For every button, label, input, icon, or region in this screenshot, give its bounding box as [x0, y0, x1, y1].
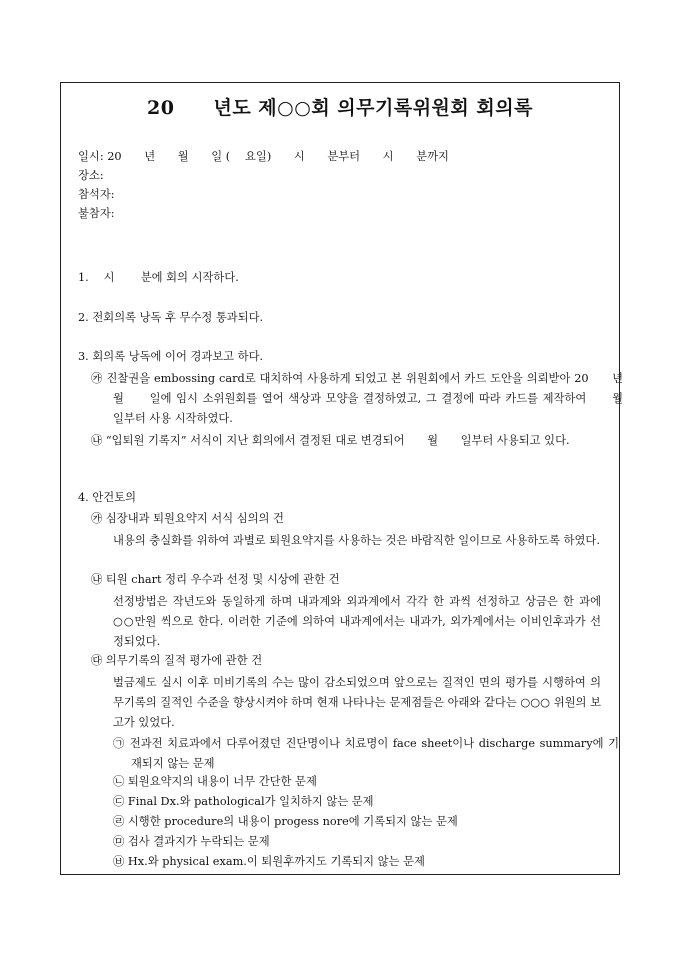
section-4-item-na-body: 선정방법은 작년도와 동일하게 하며 내과계와 외과계에서 각각 한 과씩 선정하고 상금은 한 과에 ○○만원 씩으로 한다. 이러한 기준에 의하여 내과계에서는 내과가, 외가계에서는 이비인후과가 선정되었다.	[113, 595, 601, 648]
document-title: 20 년도 제○○회 의무기록위원회 회의록	[147, 97, 533, 119]
section-4-item-da-body: 벌금제도 실시 이후 미비기록의 수는 많이 감소되었으며 앞으로는 질적인 면의 평가를 시행하여 의무기록의 질적인 수준을 향상시켜야 하며 현재 나타나는 문제점들은 아래와 같다는 ○○○ 위원의 보고가 있었다.	[113, 676, 601, 729]
section-4-item-ga-body: 내용의 충실화를 위하여 과별로 퇴원요약지를 사용하는 것은 바람직한 일이므로 사용하도록 하였다.	[113, 534, 600, 547]
section-4-item-na-title: ㉯ 티원 chart 정리 우수과 선정 및 시상에 관한 건	[91, 573, 340, 586]
problem-item-1: ㉠ 전과전 치료과에서 다루어졌던 진단명이나 치료명이 face sheet이나 discharge summary에 기재되지 않는 문제	[113, 737, 619, 770]
problem-item-4: ㉣ 시행한 procedure의 내용이 progess nore에 기록되지 않는 문제	[113, 815, 458, 828]
section-4-heading: 4. 안건토의	[78, 491, 137, 504]
problem-item-3: ㉢ Final Dx.와 pathological가 일치하지 않는 문제	[113, 795, 374, 808]
meeting-datetime: 일시: 20 년 월 일 ( 요일) 시 분부터 시 분까지	[78, 150, 449, 163]
section-4-item-da-title: ㉰ 의무기록의 질적 평가에 관한 건	[91, 654, 263, 667]
problem-item-6: ㉥ Hx.와 physical exam.이 퇴원후까지도 기록되지 않는 문제	[113, 855, 425, 868]
section-2: 2. 전회의록 낭독 후 무수정 통과되다.	[78, 311, 264, 324]
section-3-item-na: ㉯ “입퇴원 기록지” 서식이 지난 회의에서 결정된 대로 변경되어 월 일부터 사용되고 있다.	[91, 434, 570, 447]
problem-item-2: ㉡ 퇴원요약지의 내용이 너무 간단한 문제	[113, 775, 317, 788]
section-3-heading: 3. 회의록 낭독에 이어 경과보고 하다.	[78, 350, 264, 363]
minutes-form-frame	[60, 82, 646, 875]
absentees: 불참자:	[78, 207, 115, 220]
section-4-item-ga-title: ㉮ 심장내과 퇴원요약지 서식 심의의 건	[91, 512, 284, 525]
section-1: 1. 시 분에 회의 시작하다.	[78, 271, 239, 284]
problem-item-5: ㉤ 검사 결과지가 누락되는 문제	[113, 835, 270, 848]
meeting-place: 장소:	[78, 169, 104, 182]
attendees: 참석자:	[78, 188, 115, 201]
section-3-item-ga: ㉮ 진찰권을 embossing card로 대치하여 사용하게 되었고 본 위원회에서 카드 도안을 의뢰받아 20 년 월 일에 임시 소위원회를 열어 색상과 모양을 결정하였고, 그 결정에 따라 카드를 제작하여 월 일부터 사용 시작하였다.	[91, 372, 646, 425]
